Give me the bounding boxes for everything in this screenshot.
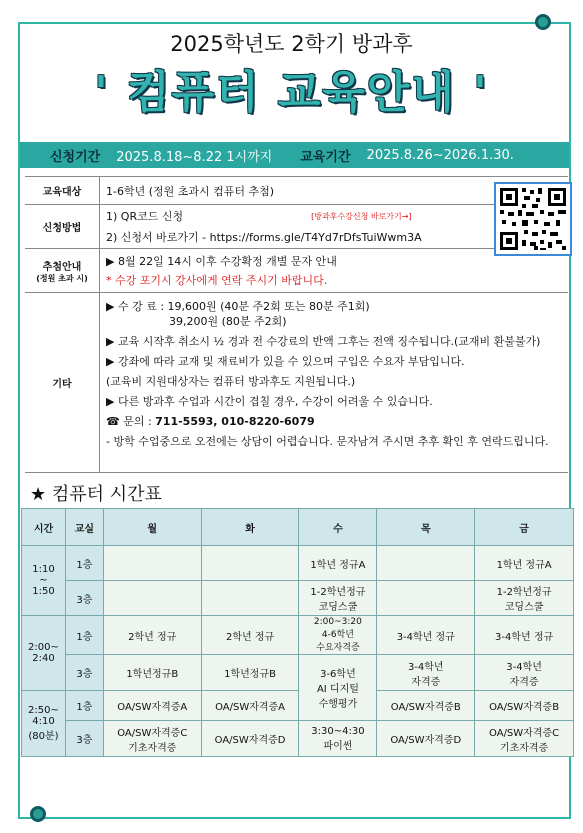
period-bar [20,142,569,168]
edu-period-label: 교육기간 [300,149,351,165]
etc-line6: ▶ 다른 방과후 수업과 시간이 겹칠 경우, 수강이 어려울 수 있습니다. [106,395,433,408]
lottery-label-cell [25,249,100,293]
header-thu: 목 [377,509,475,546]
lottery-line1: ▶ 8월 22일 14시 이후 수강확정 개별 문자 안내 [106,254,337,268]
etc-line5: (교육비 지원대상자는 컴퓨터 방과후도 지원됩니다.) [106,375,356,388]
empty-cell [103,581,201,616]
method-label: 신청방법 [25,205,100,249]
apply-period-label: 신청기간 [50,149,101,165]
class-cell: OA/SW자격증C 기초자격증 [475,721,574,757]
empty-cell [201,581,299,616]
etc-label: 기타 [25,293,100,473]
floor-3: 3층 [65,655,103,691]
lottery-sub: (정원 초과 시) [36,273,88,283]
class-cell: 1-2학년정규 코딩스쿨 [299,581,377,616]
etc-cell [100,293,569,473]
class-cell: 1학년정규B [201,655,299,691]
etc-fee1: ▶ 수 강 료 : 19,600원 (40분 주2회 또는 80분 주1회) [106,300,370,313]
header-mon: 월 [103,509,201,546]
class-cell: OA/SW자격증B [475,691,574,721]
target-value: 1-6학년 (정원 초과시 컴퓨터 추첨) [100,177,569,205]
class-cell: 1-2학년정규 코딩스쿨 [475,581,574,616]
class-cell: 3-4학년 정규 [475,616,574,655]
info-table [25,176,568,473]
header-fri: 금 [475,509,574,546]
class-cell: 3-4학년 자격증 [377,655,475,691]
etc-fee2: 39,200원 (80분 주2회) [169,315,287,328]
empty-cell [377,581,475,616]
header-tue: 화 [201,509,299,546]
class-cell: 3-4학년 자격증 [475,655,574,691]
etc-line8: - 방학 수업중으로 오전에는 상담이 어렵습니다. 문자남겨 주시면 추후 확인 후 연락드립니다. [106,435,549,448]
header-time: 시간 [22,509,66,546]
floor-1: 1층 [65,691,103,721]
class-cell: 1학년 정규A [299,546,377,581]
schedule-table [21,508,574,757]
class-cell: OA/SW자격증A [201,691,299,721]
etc-contact-row [106,414,562,429]
method-line1: 1) QR코드 신청 [106,209,184,223]
lottery-line2: * 수강 포기시 강사에게 연락 주시기 바랍니다. [106,273,328,287]
headline-banner: ' 컴퓨터 교육안내 ' [94,67,489,118]
empty-cell [201,546,299,581]
corner-dot-bottom-left [30,806,46,822]
frame-bottom-line [18,817,569,819]
class-cell: 3-6학년 AI 디지털 수행평가 [299,655,377,721]
etc-contact-prefix: ☎ 문의 : [106,415,156,428]
page-title: 2025학년도 2학기 방과후 [170,32,413,56]
class-cell: 1학년정규B [103,655,201,691]
class-cell: OA/SW자격증D [377,721,475,757]
qr-link-hint[interactable]: [방과후수강신청 바로가기→] [311,211,412,221]
empty-cell [377,546,475,581]
class-cell: 3:30~4:30 파이썬 [299,721,377,757]
lottery-label: 추첨안내 [42,261,82,273]
header-room: 교실 [65,509,103,546]
qr-code-image [496,184,570,254]
method-line2[interactable]: 2) 신청서 바로가기 - https://forms.gle/T4Yd7rDfsTuiWwm3A [106,230,422,244]
class-cell: 2학년 정규 [201,616,299,655]
class-cell: 3-4학년 정규 [377,616,475,655]
time-slot-2: 2:00~ 2:40 [22,616,66,691]
floor-3: 3층 [65,721,103,757]
floor-3: 3층 [65,581,103,616]
frame-top-line [18,22,569,24]
etc-line4: ▶ 강좌에 따라 교재 및 재료비가 있을 수 있으며 구입은 수요자 부담입니다. [106,355,465,368]
class-cell: OA/SW자격증C 기초자격증 [103,721,201,757]
time-slot-1: 1:10 ~ 1:50 [22,546,66,616]
header-wed: 수 [299,509,377,546]
class-cell: OA/SW자격증D [201,721,299,757]
floor-1: 1층 [65,546,103,581]
class-cell: 2학년 정규 [103,616,201,655]
schedule-heading: ★ 컴퓨터 시간표 [30,484,162,505]
class-cell: OA/SW자격증B [377,691,475,721]
qr-code[interactable] [494,182,572,256]
apply-period-value: 2025.8.18~8.22 1시까지 [116,149,273,165]
etc-line3: ▶ 교육 시작후 취소시 ½ 경과 전 수강료의 반액 그후는 전액 징수됩니다.(교재비 환불불가) [106,335,541,348]
class-cell: OA/SW자격증A [103,691,201,721]
edu-period-value: 2025.8.26~2026.1.30. [366,147,514,163]
class-cell: 2:00~3:20 4-6학년 수요자격증 [299,616,377,655]
class-cell: 1학년 정규A [475,546,574,581]
target-label: 교육대상 [25,177,100,205]
etc-contact-numbers: 711-5593, 010-8220-6079 [155,415,315,428]
empty-cell [103,546,201,581]
time-slot-3: 2:50~ 4:10 (80분) [22,691,66,757]
floor-1: 1층 [65,616,103,655]
